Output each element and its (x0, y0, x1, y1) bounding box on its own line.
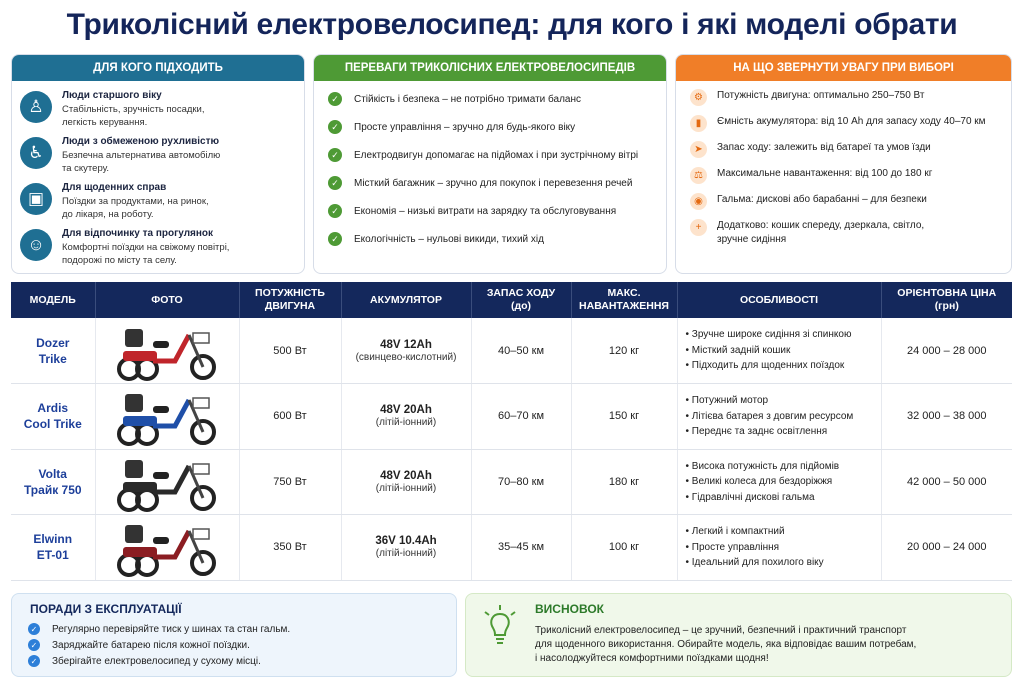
battery-spec: 48V 20Ah (380, 469, 432, 482)
conclusion-panel (465, 593, 1012, 677)
model-name-l2: ET-01 (36, 548, 69, 563)
features-list (677, 318, 881, 384)
choose-text: Додатково: кошик спереду, дзеркала, світло, (717, 220, 925, 231)
choose-header: НА ЩО ЗВЕРНУТИ УВАГУ ПРИ ВИБОРІ (676, 55, 1011, 81)
table-row (11, 515, 1012, 581)
choose-text: Гальма: дискові або барабанні – для безпеки (717, 194, 927, 205)
audience-desc: легкість керування. (62, 117, 148, 128)
feature-item: • Просте управління (686, 540, 881, 556)
conclusion-line: для щоденного використання. Обирайте модель, яка відповідає вашим потребам, (535, 639, 917, 650)
conclusion-line: Триколісний електровелосипед – це зручний, безпечний і практичний транспорт (535, 625, 907, 636)
tip-text: Заряджайте батарею після кожної поїздки. (52, 639, 250, 651)
conclusion-text (535, 624, 916, 666)
tip-item (28, 623, 290, 635)
model-name-l1: Ardis (37, 401, 69, 416)
tip-text: Регулярно перевіряйте тиск у шинах та стан гальм. (52, 623, 291, 635)
choose-text: Ємність акумулятора: від 10 Ah для запасу ходу 40–70 км (717, 116, 986, 127)
models-table (11, 282, 1012, 581)
model-name (11, 515, 95, 581)
advantage-text: Економія – низькі витрати на зарядку та обслуговування (354, 205, 617, 217)
table-row (11, 384, 1012, 450)
check-icon: ✓ (328, 232, 342, 246)
table-header-row (11, 282, 1012, 318)
check-icon: ✓ (28, 655, 40, 667)
audience-header: ДЛЯ КОГО ПІДХОДИТЬ (12, 55, 304, 81)
plus-icon: + (690, 219, 707, 236)
table-row (11, 449, 1012, 515)
battery-value (341, 384, 471, 450)
power-value: 600 Вт (239, 384, 341, 450)
feature-item: • Зручне широке сидіння зі спинкою (686, 327, 881, 343)
col-power (239, 282, 341, 318)
power-value: 500 Вт (239, 318, 341, 384)
features-list (677, 384, 881, 450)
advantage-item (314, 225, 666, 253)
advantage-text: Електродвигун допомагає на підйомах і при зустрічному вітрі (354, 149, 639, 161)
battery-spec: 48V 12Ah (380, 338, 432, 351)
model-photo (95, 515, 239, 581)
audience-title: Люди старшого віку (62, 90, 162, 101)
load-value: 150 кг (571, 384, 677, 450)
feature-item: • Великі колеса для бездоріжжя (686, 474, 881, 490)
advantage-text: Екологічність – нульові викиди, тихий хід (354, 233, 544, 245)
battery-type: (літій-іонний) (375, 417, 437, 429)
choose-item (676, 167, 1011, 193)
power-value: 750 Вт (239, 449, 341, 515)
check-icon: ✓ (328, 148, 342, 162)
feature-item: • Підходить для щоденних поїздок (686, 358, 881, 374)
brake-icon: ◉ (690, 193, 707, 210)
col-photo: ФОТО (95, 282, 239, 318)
choose-item (676, 141, 1011, 167)
battery-spec: 36V 10.4Ah (375, 535, 437, 548)
audience-title: Для відпочинку та прогулянок (62, 228, 214, 239)
choose-item (676, 193, 1011, 219)
couple-icon: ☺ (20, 229, 52, 261)
audience-title: Для щоденних справ (62, 182, 167, 193)
audience-item (12, 227, 304, 267)
choose-item (676, 89, 1011, 115)
choose-text: зручне сидіння (717, 234, 787, 245)
model-name (11, 318, 95, 384)
feature-item: • Ідеальний для похилого віку (686, 555, 881, 571)
audience-desc: Поїздки за продуктами, на ринок, (62, 196, 209, 207)
tip-item (28, 655, 261, 667)
page-title: Триколісний електровелосипед: для кого і які моделі обрати (66, 8, 958, 41)
load-value: 100 кг (571, 515, 677, 581)
feature-item: • Висока потужність для підйомів (686, 459, 881, 475)
advantage-item (314, 141, 666, 169)
advantages-header: ПЕРЕВАГИ ТРИКОЛІСНИХ ЕЛЕКТРОВЕЛОСИПЕДІВ (314, 55, 666, 81)
tricycle-image (113, 386, 221, 446)
route-icon: ➤ (690, 141, 707, 158)
elderly-person-icon: ♙ (20, 91, 52, 123)
range-value: 40–50 км (471, 318, 571, 384)
tip-item (28, 639, 250, 651)
col-range-l2: (до) (510, 300, 532, 312)
model-name-l2: Cool Trike (23, 417, 82, 432)
price-value: 24 000 – 28 000 (881, 318, 1012, 384)
check-icon: ✓ (328, 120, 342, 134)
tricycle-image (113, 452, 221, 512)
wheelchair-icon: ♿ (20, 137, 52, 169)
check-icon: ✓ (328, 204, 342, 218)
feature-item: • Гідравлічні дискові гальма (686, 490, 881, 506)
feature-item: • Легкий і компактний (686, 524, 881, 540)
table-row (11, 318, 1012, 384)
feature-item: • Потужний мотор (686, 393, 881, 409)
battery-type: (свинцево-кислотний) (355, 351, 457, 363)
choose-text: Запас ходу: залежить від батареї та умов їзди (717, 142, 931, 153)
col-price-l1: ОРІЄНТОВНА ЦІНА (897, 287, 997, 299)
col-price-l2: (грн) (934, 300, 959, 312)
range-value: 70–80 км (471, 449, 571, 515)
conclusion-header: ВИСНОВОК (535, 602, 604, 616)
audience-item (12, 135, 304, 175)
col-features: ОСОБЛИВОСТІ (677, 282, 881, 318)
model-name (11, 449, 95, 515)
choose-panel (675, 54, 1012, 274)
col-range (471, 282, 571, 318)
battery-value (341, 515, 471, 581)
price-value: 42 000 – 50 000 (881, 449, 1012, 515)
choose-item (676, 115, 1011, 141)
col-battery: АКУМУЛЯТОР (341, 282, 471, 318)
advantage-text: Місткий багажник – зручно для покупок і перевезення речей (354, 177, 633, 189)
model-name-l1: Elwinn (33, 532, 73, 547)
model-photo (95, 318, 239, 384)
advantage-item (314, 197, 666, 225)
audience-panel (11, 54, 305, 274)
check-icon: ✓ (328, 176, 342, 190)
choose-item (676, 219, 1011, 247)
price-value: 32 000 – 38 000 (881, 384, 1012, 450)
range-value: 60–70 км (471, 384, 571, 450)
audience-item (12, 89, 304, 129)
col-power-l2: ДВИГУНА (264, 300, 316, 312)
audience-desc: Безпечна альтернатива автомобілю (62, 150, 221, 161)
tip-text: Зберігайте електровелосипед у сухому місці. (52, 655, 261, 667)
advantage-item (314, 85, 666, 113)
col-price (881, 282, 1012, 318)
motor-icon: ⚙ (690, 89, 707, 106)
battery-type: (літій-іонний) (375, 548, 437, 560)
battery-value (341, 449, 471, 515)
check-icon: ✓ (328, 92, 342, 106)
tips-panel (11, 593, 457, 677)
audience-desc: подорожі по місту та селу. (62, 255, 177, 266)
features-list (677, 515, 881, 581)
col-range-l1: ЗАПАС ХОДУ (486, 287, 556, 299)
lightbulb-icon (482, 604, 518, 648)
col-power-l1: ПОТУЖНІСТЬ (255, 287, 325, 299)
tricycle-image (113, 321, 221, 381)
advantage-item (314, 113, 666, 141)
model-name-l2: Трайк 750 (23, 482, 82, 497)
choose-text: Потужність двигуна: оптимально 250–750 Вт (717, 90, 925, 101)
battery-icon: ▮ (690, 115, 707, 132)
col-model: МОДЕЛЬ (11, 282, 95, 318)
choose-text: Максимальне навантаження: від 100 до 180 кг (717, 168, 933, 179)
advantage-item (314, 169, 666, 197)
advantage-text: Просте управління – зручно для будь-якого віку (354, 121, 576, 133)
audience-desc: Комфортні поїздки на свіжому повітрі, (62, 242, 230, 253)
conclusion-line: і насолоджуйтеся комфортними поїздками щодня! (535, 653, 769, 664)
shopping-cart-icon: ▣ (20, 183, 52, 215)
audience-item (12, 181, 304, 221)
col-load-l2: НАВАНТАЖЕННЯ (579, 300, 669, 312)
audience-desc: та скутеру. (62, 163, 110, 174)
advantage-text: Стійкість і безпека – не потрібно тримати баланс (354, 93, 582, 105)
tricycle-image (113, 517, 221, 577)
check-icon: ✓ (28, 623, 40, 635)
audience-desc: до лікаря, на роботу. (62, 209, 154, 220)
feature-item: • Переднє та заднє освітлення (686, 424, 881, 440)
col-load (571, 282, 677, 318)
feature-item: • Літієва батарея з довгим ресурсом (686, 409, 881, 425)
model-photo (95, 449, 239, 515)
audience-title: Люди з обмеженою рухливістю (62, 136, 220, 147)
battery-spec: 48V 20Ah (380, 404, 432, 417)
range-value: 35–45 км (471, 515, 571, 581)
battery-type: (літій-іонний) (375, 482, 437, 494)
model-name-l1: Volta (38, 466, 67, 481)
model-name (11, 384, 95, 450)
model-name-l2: Trike (38, 351, 67, 366)
features-list (677, 449, 881, 515)
tips-header: ПОРАДИ З ЕКСПЛУАТАЦІЇ (30, 602, 182, 616)
advantages-panel (313, 54, 667, 274)
col-load-l1: МАКС. (607, 287, 641, 299)
model-photo (95, 384, 239, 450)
audience-desc: Стабільність, зручність посадки, (62, 104, 205, 115)
check-icon: ✓ (28, 639, 40, 651)
battery-value (341, 318, 471, 384)
price-value: 20 000 – 24 000 (881, 515, 1012, 581)
power-value: 350 Вт (239, 515, 341, 581)
load-value: 120 кг (571, 318, 677, 384)
load-value: 180 кг (571, 449, 677, 515)
feature-item: • Місткий задній кошик (686, 343, 881, 359)
weight-icon: ⚖ (690, 167, 707, 184)
model-name-l1: Dozer (36, 335, 70, 350)
